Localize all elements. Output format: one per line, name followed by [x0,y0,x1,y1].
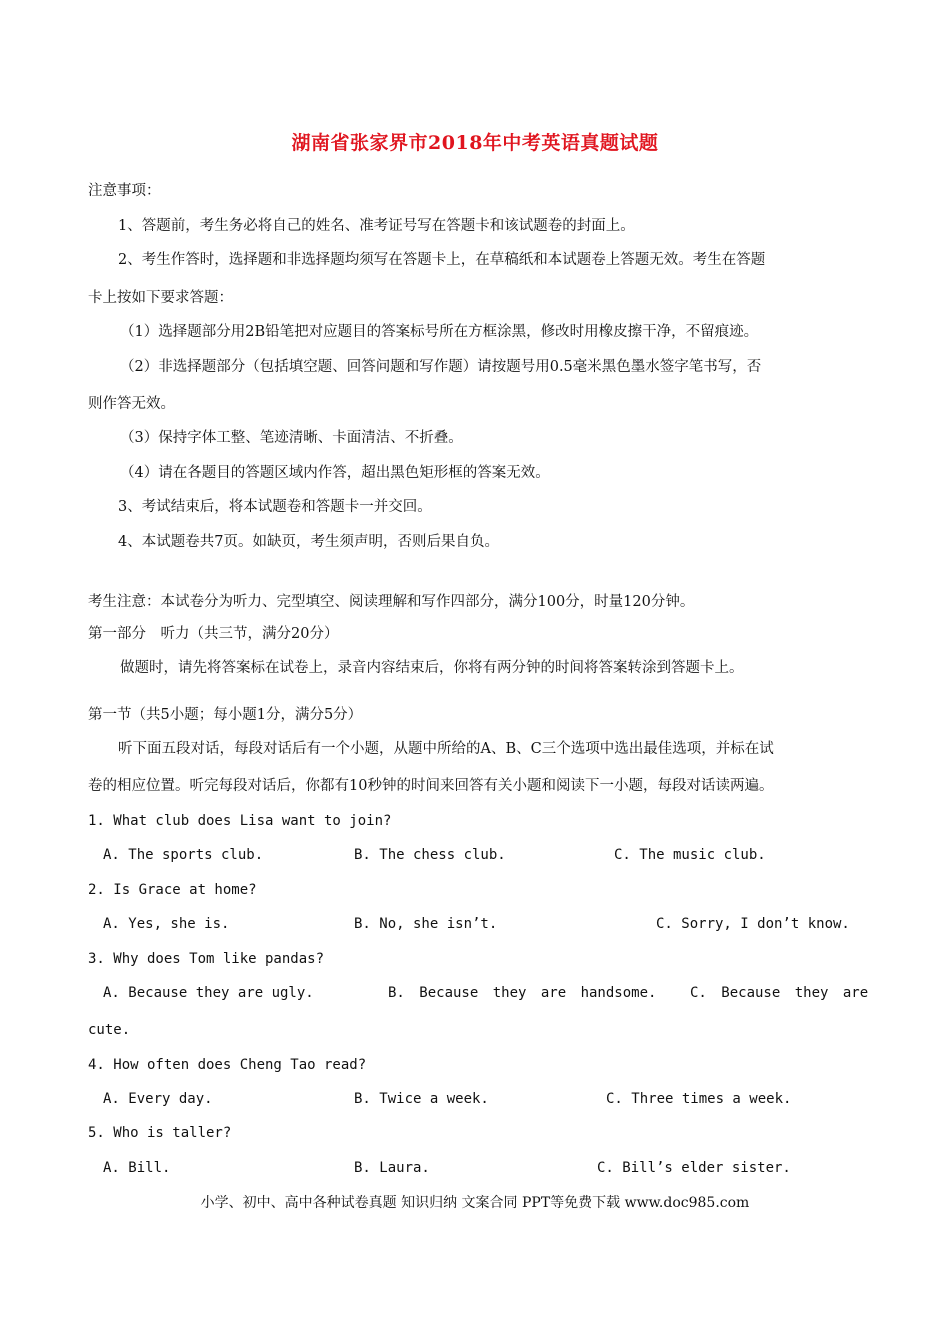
q4-option-a: A. Every day. [103,1091,213,1107]
section1-instruction: 听下面五段对话，每段对话后有一个小题，从题中所给的A、B、C三个选项中选出最佳选项，并标在试 [118,741,774,757]
page-title: 湖南省张家界市2018年中考英语真题试题 [291,132,659,154]
question-2: 2. Is Grace at home? [88,882,257,898]
notice-item-2-cont: 卡上按如下要求答题： [88,290,233,306]
q3-option-a: A. Because they are ugly. [103,985,314,1001]
page-footer: 小学、初中、高中各种试卷真题 知识归纳 文案合同 PPT等免费下载 www.doc985.com [200,1195,750,1211]
exam-note: 考生注意：本试卷分为听力、完型填空、阅读理解和写作四部分，满分100分，时量120分钟。 [88,594,695,610]
notice-sub-2: （2）非选择题部分（包括填空题、回答问题和写作题）请按题号用0.5毫米黑色墨水签字笔书写，否 [120,359,762,375]
q3-option-b: B. Because they are handsome. [388,985,657,1001]
q3-option-c: C. Because they are [690,985,869,1001]
notice-sub-1: （1）选择题部分用2B铅笔把对应题目的答案标号所在方框涂黑，修改时用橡皮擦干净，不留痕迹。 [120,324,759,340]
notice-item-1: 1、答题前，考生务必将自己的姓名、准考证号写在答题卡和该试题卷的封面上。 [118,218,635,234]
part1-heading: 第一部分 听力（共三节，满分20分） [88,626,339,642]
q2-option-c: C. Sorry, I don’t know. [656,916,850,932]
notice-sub-4: （4）请在各题目的答题区域内作答，超出黑色矩形框的答案无效。 [120,465,550,481]
q1-option-b: B. The chess club. [354,847,506,863]
question-4: 4. How often does Cheng Tao read? [88,1057,367,1073]
q1-option-c: C. The music club. [614,847,766,863]
notice-item-2: 2、考生作答时，选择题和非选择题均须写在答题卡上，在草稿纸和本试题卷上答题无效。考生在答题 [118,252,766,268]
section1-heading: 第一节（共5小题；每小题1分，满分5分） [88,707,363,723]
q1-option-a: A. The sports club. [103,847,264,863]
q5-option-a: A. Bill. [103,1160,171,1176]
question-5: 5. Who is taller? [88,1125,232,1141]
notice-sub-3: （3）保持字体工整、笔迹清晰、卡面清洁、不折叠。 [120,430,463,446]
q5-option-b: B. Laura. [354,1160,430,1176]
q3-option-c-cont: cute. [88,1022,131,1038]
question-3: 3. Why does Tom like pandas? [88,951,325,967]
q4-option-b: B. Twice a week. [354,1091,489,1107]
section1-instruction-cont: 卷的相应位置。听完每段对话后，你都有10秒钟的时间来回答有关小题和阅读下一小题，每段对话读两遍。 [88,778,774,794]
notice-item-4: 4、本试题卷共7页。如缺页，考生须声明，否则后果自负。 [118,534,499,550]
q5-option-c: C. Bill’s elder sister. [597,1160,791,1176]
part1-instruction: 做题时，请先将答案标在试卷上，录音内容结束后，你将有两分钟的时间将答案转涂到答题卡上。 [120,660,744,676]
notice-heading: 注意事项： [88,183,161,199]
notice-sub-2-cont: 则作答无效。 [88,396,175,412]
q2-option-b: B. No, she isn’t. [354,916,498,932]
notice-item-3: 3、考试结束后，将本试题卷和答题卡一并交回。 [118,499,432,515]
q2-option-a: A. Yes, she is. [103,916,230,932]
question-1: 1. What club does Lisa want to join? [88,813,392,829]
q4-option-c: C. Three times a week. [606,1091,792,1107]
